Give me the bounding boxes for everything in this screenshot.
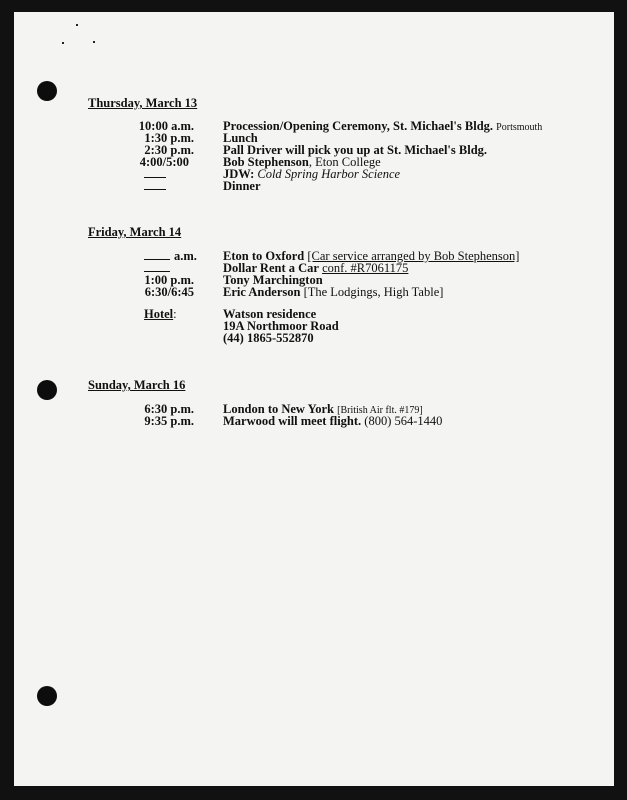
event-title: Dollar Rent a Car	[223, 261, 319, 275]
day-heading-friday: Friday, March 14	[88, 225, 182, 239]
time: 1:00 p.m.	[144, 273, 194, 287]
blank-time-line	[144, 250, 170, 260]
punch-hole-bottom	[37, 686, 57, 706]
event-title: Dinner	[223, 179, 261, 193]
event-note: , Eton College	[308, 155, 381, 169]
punch-hole-middle	[37, 380, 57, 400]
event-title: Eric Anderson	[223, 285, 301, 299]
time: 4:00/5:00	[139, 155, 189, 169]
document-page	[14, 12, 614, 786]
speck	[62, 42, 64, 44]
hotel-line: 19A Northmoor Road	[223, 319, 339, 333]
event-note: [Car service arranged by Bob Stephenson]	[307, 249, 520, 263]
time: 6:30 p.m.	[144, 402, 194, 416]
event-note: Cold Spring Harbor Science	[257, 167, 401, 181]
time: 9:35 p.m.	[144, 414, 194, 428]
event-note: [British Air flt. #179]	[337, 405, 423, 416]
event	[223, 415, 442, 428]
hotel-colon: :	[173, 307, 177, 321]
event-note: [The Lodgings, High Table]	[303, 285, 444, 299]
time: a.m.	[174, 249, 197, 263]
day-heading-thursday: Thursday, March 13	[88, 96, 198, 110]
speck	[76, 24, 78, 26]
time: 6:30/6:45	[144, 285, 194, 299]
event-note: (800) 564-1440	[364, 414, 443, 428]
event	[223, 286, 443, 299]
time: 2:30 p.m.	[144, 143, 194, 157]
blank-time-line	[144, 180, 166, 190]
time: 10:00 a.m.	[138, 119, 194, 133]
event-title: Procession/Opening Ceremony, St. Michael's Bldg.	[223, 119, 494, 133]
time: 1:30 p.m.	[144, 131, 194, 145]
event	[223, 120, 542, 134]
day-heading-sunday: Sunday, March 16	[88, 378, 186, 392]
event-title: Tony Marchington	[223, 273, 323, 287]
event-title: Bob Stephenson	[223, 155, 309, 169]
hotel-label: Hotel	[144, 307, 174, 321]
blank-time-line	[144, 262, 170, 272]
event-note: conf. #R7061175	[322, 261, 409, 275]
speck	[93, 41, 95, 43]
event-title: London to New York	[223, 402, 335, 416]
event-title: Eton to Oxford	[223, 249, 305, 263]
event-title: JDW:	[223, 167, 255, 181]
event-title: Pall Driver will pick you up at St. Michael's Bldg.	[223, 143, 488, 157]
event-note: Portsmouth	[496, 122, 543, 133]
hotel-line: Watson residence	[223, 307, 317, 321]
hotel-label-wrap	[144, 308, 177, 321]
punch-hole-top	[37, 81, 57, 101]
hotel-line: (44) 1865-552870	[223, 331, 314, 345]
event-title: Lunch	[223, 131, 258, 145]
blank-time-line	[144, 168, 166, 178]
event-title: Marwood will meet flight.	[223, 414, 362, 428]
